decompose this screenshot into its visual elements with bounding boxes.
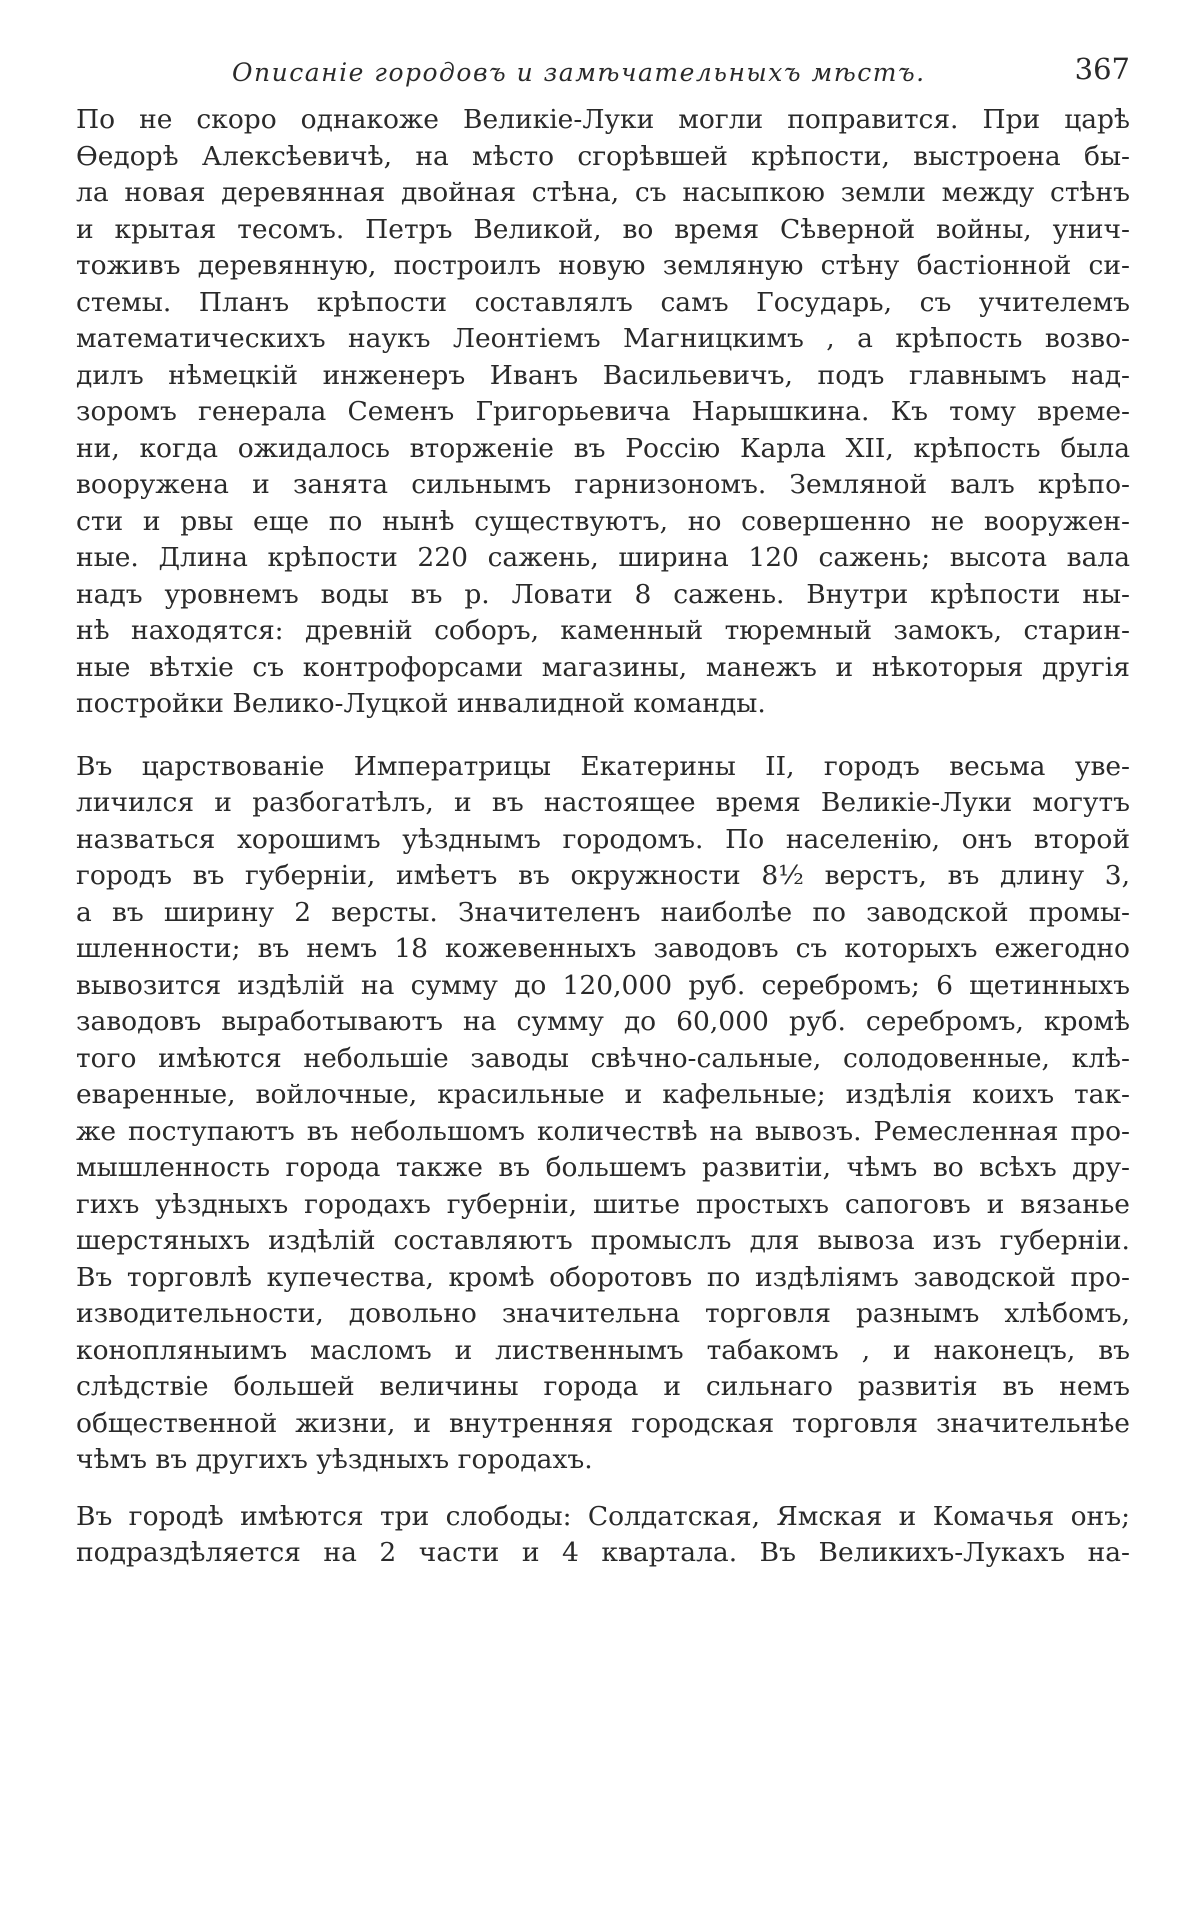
text-line: же поступаютъ въ небольшомъ количествѣ на вывозъ. Ремесленная про- [76, 1115, 1130, 1147]
text-line: шерстяныхъ издѣлій составляютъ промыслъ для вывоза изъ губерніи. [76, 1225, 1130, 1256]
text-line: ла новая деревянная двойная стѣна, съ насыпкою земли между стѣнъ [76, 177, 1130, 208]
text-line: шленности; въ немъ 18 кожевенныхъ заводовъ съ которыхъ ежегодно [76, 933, 1130, 964]
text-line: назваться хорошимъ уѣзднымъ городомъ. По населенію, онъ второй [76, 823, 1130, 855]
text-line: изводительности, довольно значительна торговля разнымъ хлѣбомъ, [76, 1298, 1130, 1329]
text-line: городъ въ губерніи, имѣетъ въ окружности 8½ верстъ, въ длину 3, [76, 860, 1130, 891]
text-line: слѣдствіе большей величины города и сильнаго развитія въ немъ [76, 1371, 1130, 1402]
text-line: дилъ нѣмецкій инженеръ Иванъ Васильевичъ, подъ главнымъ над- [76, 359, 1130, 391]
text-line: еваренные, войлочные, красильные и кафельные; издѣлія коихъ так- [76, 1079, 1130, 1110]
text-line: вооружена и занята сильнымъ гарнизономъ. Земляной валъ крѣпо- [76, 469, 1130, 500]
paragraph-gap [76, 1479, 1130, 1499]
text-line: чѣмъ въ другихъ уѣздныхъ городахъ. [76, 1444, 593, 1475]
page-number: 367 [1074, 52, 1130, 86]
text-line: Въ царствованіе Императрицы Екатерины II, городъ весьма уве- [76, 750, 1130, 782]
text-line: тоживъ деревянную, построилъ новую земляную стѣну бастіонной си- [76, 250, 1130, 281]
text-line: математическихъ наукъ Леонтіемъ Магницкимъ , а крѣпость возво- [76, 323, 1130, 354]
text-line: зоромъ генерала Семенъ Григорьевича Нарышкина. Къ тому време- [76, 396, 1130, 427]
page [76, 52, 1130, 1572]
text-line: ни, когда ожидалось вторженіе въ Россію Карла XII, крѣпость была [76, 432, 1130, 464]
text-line: нѣ находятся: древній соборъ, каменный тюремный замокъ, старин- [76, 615, 1130, 646]
text-line: того имѣются небольшіе заводы свѣчно-сальные, солодовенные, клѣ- [76, 1042, 1130, 1074]
text-line: общественной жизни, и внутренняя городская торговля значительнѣе [76, 1407, 1130, 1439]
text-line: личился и разбогатѣлъ, и въ настоящее время Великіе-Луки могутъ [76, 787, 1130, 818]
text-line: заводовъ выработываютъ на сумму до 60,000 руб. серебромъ, кромѣ [76, 1006, 1130, 1037]
text-line: Въ торговлѣ купечества, кромѣ оборотовъ по издѣліямъ заводской про- [76, 1261, 1130, 1293]
text-line: стемы. Планъ крѣпости составлялъ самъ Государь, съ учителемъ [76, 286, 1130, 318]
text-line: постройки Велико-Луцкой инвалидной команды. [76, 688, 766, 719]
text-line: По не скоро однакоже Великіе-Луки могли поправится. При царѣ [76, 104, 1130, 135]
text-line: ные вѣтхіе съ контрофорсами магазины, манежъ и нѣкоторыя другія [76, 651, 1130, 683]
text-line: вывозится издѣлій на сумму до 120,000 руб. серебромъ; 6 щетинныхъ [76, 969, 1130, 1001]
text-line: Ѳедорѣ Алексѣевичѣ, на мѣсто сгорѣвшей крѣпости, выстроена бы- [76, 140, 1130, 172]
text-line: надъ уровнемъ воды въ р. Ловати 8 сажень. Внутри крѣпости ны- [76, 578, 1130, 610]
running-head [76, 52, 1130, 102]
text-line: сти и рвы еще по нынѣ существуютъ, но совершенно не вооружен- [76, 505, 1130, 537]
paragraph-gap [76, 723, 1130, 749]
text-line: ные. Длина крѣпости 220 сажень, ширина 120 сажень; высота вала [76, 542, 1130, 573]
text-line: гихъ уѣздныхъ городахъ губерніи, шитье простыхъ сапоговъ и вязанье [76, 1188, 1130, 1220]
text-line: подраздѣляется на 2 части и 4 квартала. Въ Великихъ-Лукахъ на- [76, 1537, 1130, 1568]
running-title: Описаніе городовъ и замѣчательныхъ мѣстъ. [232, 58, 926, 87]
text-line: Въ городѣ имѣются три слободы: Солдатская, Ямская и Комачья онъ; [76, 1500, 1130, 1532]
text-line: а въ ширину 2 версты. Значителенъ наиболѣе по заводской промы- [76, 896, 1130, 928]
text-line: конопляныимъ масломъ и лиственнымъ табакомъ , и наконецъ, въ [76, 1334, 1130, 1366]
paragraph-1 [76, 102, 1130, 723]
paragraph-2 [76, 749, 1130, 1479]
text-line: и крытая тесомъ. Петръ Великой, во время Сѣверной войны, унич- [76, 213, 1130, 245]
text-line: мышленность города также въ большемъ развитіи, чѣмъ во всѣхъ дру- [76, 1152, 1130, 1183]
paragraph-3 [76, 1499, 1130, 1572]
